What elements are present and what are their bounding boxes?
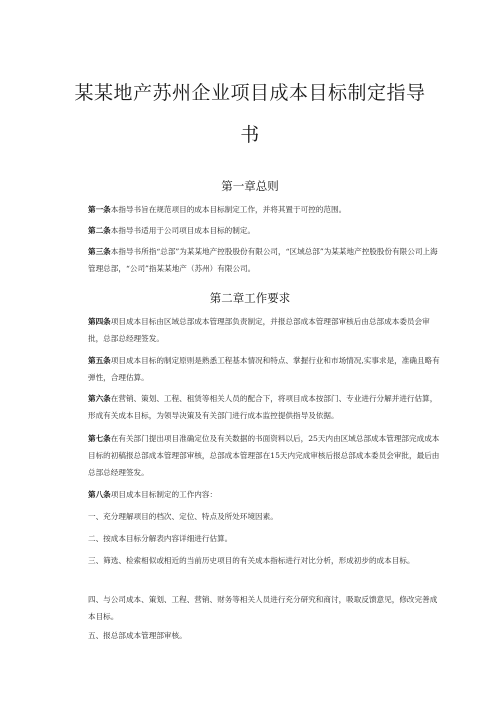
article-label: 第八条 [88, 490, 111, 499]
article-label: 第五条 [88, 356, 111, 365]
article-text: 本指导书适用于公司项目成本目标的制定。 [110, 226, 256, 235]
article-label: 第七条 [88, 434, 111, 443]
article-5 [88, 352, 440, 386]
list-item-2: 二、按成本目标分解表内容详细进行估算。 [88, 534, 233, 543]
document-title-line1: 某某地产苏州企业项目成本目标制定指导 [74, 82, 426, 104]
article-text: 本指导书所指“总部”为某某地产控股股份有限公司，“区域总部”为某某地产控股股份有限公司上海管理总部，“公司”指某某地产（苏州）有限公司。 [88, 247, 438, 273]
article-4 [88, 313, 440, 347]
article-label: 第六条 [88, 394, 111, 403]
article-label: 第一条 [88, 205, 111, 214]
list-item-4: 四、与公司成本、策划、工程、营销、财务等相关人员进行充分研究和商讨，吸取反馈意见，修改完善成本目标。 [88, 595, 438, 621]
article-3 [88, 243, 440, 277]
list-item-3: 三、筛选、检索相似或相近的当前历史项目的有关成本指标进行对比分析，形成初步的成本目标。 [88, 556, 415, 565]
article-label: 第三条 [88, 247, 111, 256]
article-8 [88, 486, 440, 503]
article-text: 项目成本目标的制定原则是熟悉工程基本情况和特点、掌握行业和市场情况,实事求是，准确且略有弹性，合理估算。 [88, 356, 440, 382]
article-text: 项目成本目标由区域总部成本管理部负责制定，并报总部成本管理部审核后由总部成本委员会审批，总部总经理签发。 [88, 317, 430, 343]
article-7 [88, 430, 440, 481]
list-item-5: 五、报总部成本管理部审核。 [88, 631, 187, 640]
document-title-line2: 书 [240, 124, 260, 146]
article-1 [88, 201, 440, 218]
article-2 [88, 222, 440, 239]
article-6 [88, 390, 440, 424]
article-label: 第二条 [88, 226, 111, 235]
chapter-heading-2: 第二章工作要求 [209, 291, 291, 305]
article-text: 本指导书旨在规范项目的成本目标制定工作，并将其置于可控的范围。 [110, 205, 347, 214]
article-label: 第四条 [88, 317, 111, 326]
article-text: 在有关部门提出项目准确定位及有关数据的书面资料以后，25天内由区域总部成本管理部完成成本目标的初稿报总部成本管理部审核，总部成本管理部在15天内完成审核后报总部成本委员会审批，最后由总部总经理签发。 [88, 434, 440, 477]
list-item-1: 一、充分理解项目的档次、定位、特点及所处环境因素。 [88, 512, 278, 521]
chapter-heading-1: 第一章总则 [221, 179, 279, 193]
article-text: 在营销、策划、工程、租赁等相关人员的配合下，将项目成本按部门、专业进行分解并进行估算，形成有关成本目标，为领导决策及有关部门进行成本监控提供指导及依据。 [88, 394, 438, 420]
article-text: 项目成本目标制定的工作内容： [110, 490, 218, 499]
